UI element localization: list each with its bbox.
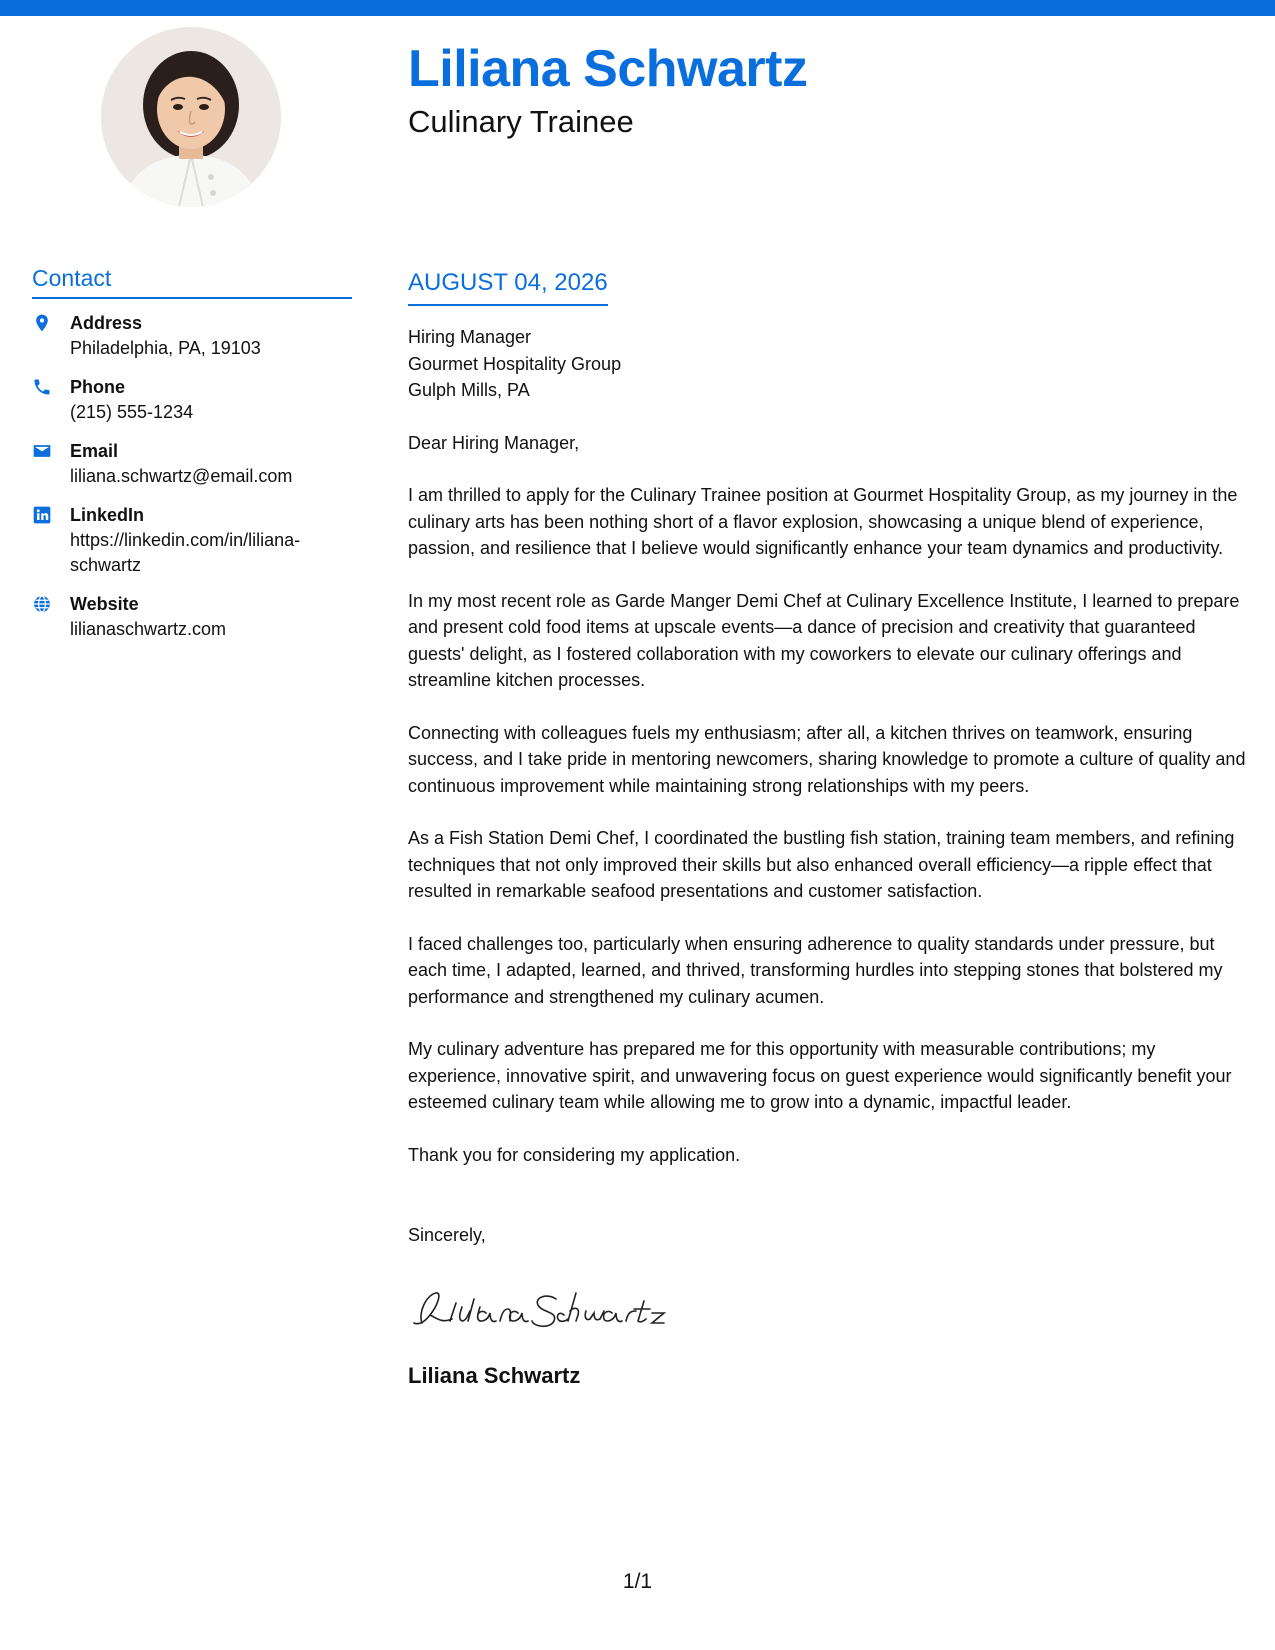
letter-paragraph: Connecting with colleagues fuels my enthusiasm; after all, a kitchen thrives on teamwork, ensuring success, and I take pride in mentoring newcomers, sharing knowledge to promote a culture of quality and continuous improvement while maintaining strong relationships with my peers. <box>408 722 1246 796</box>
letter-paragraph: I am thrilled to apply for the Culinary Trainee position at Gourmet Hospitality Group, as my journey in the culinary arts has been nothing short of a flavor explosion, showcasing a unique blend of experience, passion, and resilience that I believe would significantly enhance your team dynamics and productivity. <box>408 485 1238 558</box>
globe-icon <box>32 592 56 616</box>
contact-heading: Contact <box>32 265 352 299</box>
salutation: Dear Hiring Manager, <box>408 432 580 453</box>
contact-value: lilianaschwartz.com <box>70 618 227 639</box>
contact-sidebar <box>32 265 352 656</box>
top-accent-bar <box>0 0 1275 16</box>
contact-item-email <box>32 439 352 489</box>
letter-body <box>408 268 1253 1389</box>
recipient-line: Gulph Mills, PA <box>408 380 530 400</box>
letter-paragraph: My culinary adventure has prepared me for this opportunity with measurable contributions; my experience, innovative spirit, and unwavering focus on guest experience would significantly benefit your esteemed culinary team while allowing me to grow into a dynamic, impactful leader. <box>408 1039 1232 1112</box>
linkedin-icon <box>32 503 56 527</box>
contact-label: Address <box>70 312 143 333</box>
contact-value: https://linkedin.com/in/liliana-schwartz <box>70 529 301 575</box>
recipient-line: Gourmet Hospitality Group <box>408 353 622 374</box>
letter-paragraph: As a Fish Station Demi Chef, I coordinated the bustling fish station, training team members, and refining techniques that not only improved their skills but also enhanced overall efficiency—a ripple effect that resulted in remarkable seafood presentations and customer satisfaction. <box>408 828 1235 901</box>
contact-label: Email <box>70 440 119 461</box>
contact-value: (215) 555-1234 <box>70 401 194 422</box>
map-pin-icon <box>32 311 56 335</box>
recipient-line: Hiring Manager <box>408 327 532 347</box>
applicant-name: Liliana Schwartz <box>408 40 808 98</box>
applicant-job-title: Culinary Trainee <box>408 104 634 139</box>
email-icon <box>32 439 56 463</box>
contact-item-website <box>32 592 352 642</box>
signer-name: Liliana Schwartz <box>408 1362 581 1388</box>
contact-value: liliana.schwartz@email.com <box>70 465 293 486</box>
profile-photo <box>101 27 281 207</box>
letter-paragraph: Thank you for considering my application. <box>408 1144 741 1165</box>
contact-item-linkedin <box>32 503 352 578</box>
contact-item-address <box>32 311 352 361</box>
letter-date: AUGUST 04, 2026 <box>408 268 608 306</box>
closing: Sincerely, <box>408 1225 486 1245</box>
contact-label: Phone <box>70 376 126 397</box>
contact-label: LinkedIn <box>70 504 145 525</box>
recipient-block <box>408 324 1253 404</box>
phone-icon <box>32 375 56 399</box>
contact-item-phone <box>32 375 352 425</box>
letter-paragraph: I faced challenges too, particularly when ensuring adherence to quality standards under pressure, but each time, I adapted, learned, and thrived, transforming hurdles into stepping stones that bolstered my performance and strengthened my culinary acumen. <box>408 933 1223 1007</box>
contact-value: Philadelphia, PA, 19103 <box>70 337 261 358</box>
handwritten-signature <box>408 1283 1253 1333</box>
letter-paragraph: In my most recent role as Garde Manger Demi Chef at Culinary Excellence Institute, I learned to prepare and present cold food items at upscale events—a dance of precision and creativity that guaranteed guests' delight, as I fostered collaboration with my coworkers to elevate our culinary offerings and streamline kitchen processes. <box>408 590 1240 690</box>
contact-label: Website <box>70 593 139 614</box>
page-number: 1/1 <box>622 1570 653 1593</box>
